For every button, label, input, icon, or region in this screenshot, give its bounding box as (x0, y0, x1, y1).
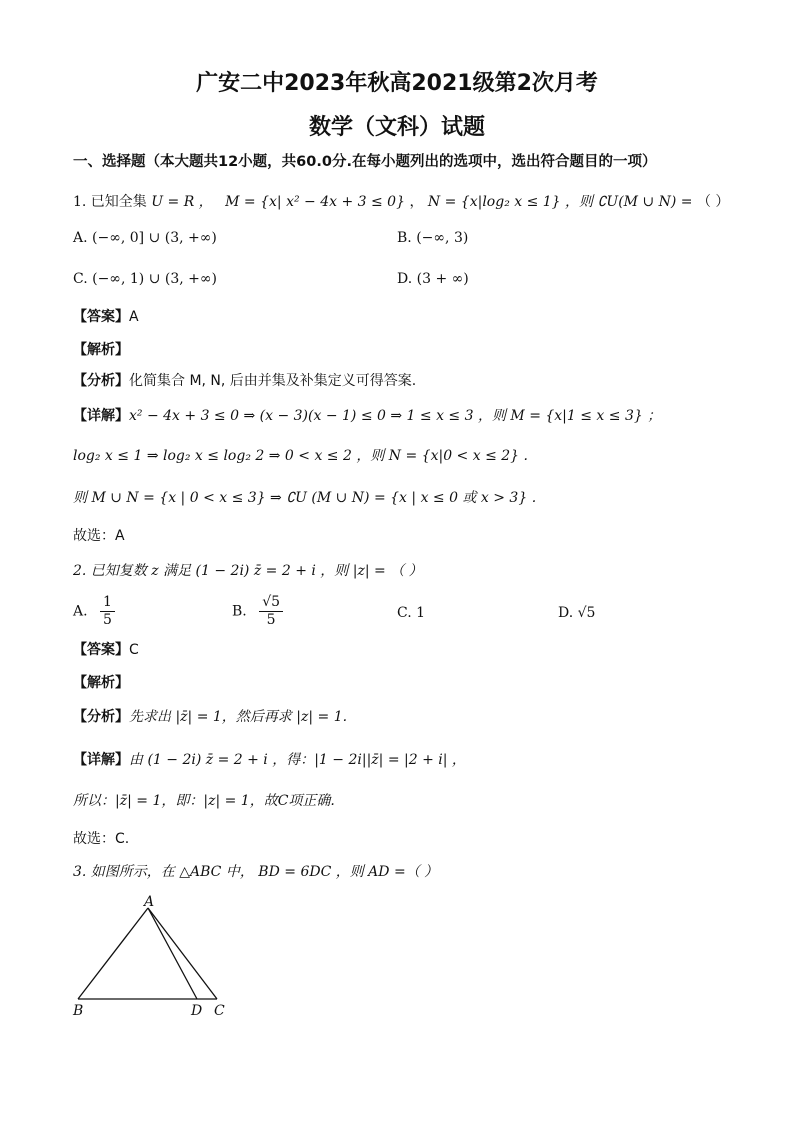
q1-stem (73, 192, 729, 212)
q1-xiangjie-line (73, 405, 661, 425)
triangle-figure (60, 890, 260, 1025)
q2-answer: C (129, 642, 139, 658)
q2-xiangjie: 由 (1 − 2i) z̄ = 2 + i ，得：|1 − 2i||z̄| = |2 + i| ， (129, 752, 466, 768)
q1-prefix: 1. 已知全集 (73, 194, 147, 210)
q2-fenxi-tag: 【分析】 (73, 709, 129, 725)
q1-set-m: M = {x| x² − 4x + 3 ≤ 0} (225, 194, 406, 210)
q1-xiangjie-1: x² − 4x + 3 ≤ 0 ⇒ (x − 3)(x − 1) ≤ 0 ⇒ 1 ≤ x ≤ 3 ，则 M = {x|1 ≤ x ≤ 3} ； (129, 408, 662, 424)
q1-option-c: C. (−∞, 1) ∪ (3, +∞) (73, 271, 217, 287)
side-ab (78, 908, 148, 999)
q2-option-b (232, 594, 283, 629)
q2-option-d: D. √5 (558, 605, 596, 621)
q2-answer-tag: 【答案】 (73, 642, 129, 658)
q2-stem: 2. 已知复数 z 满足 (1 − 2i) z̄ = 2 + i ，则 |z| = （ ） (73, 563, 423, 579)
q1-set-n: N = {x|log₂ x ≤ 1} (427, 194, 561, 210)
q2-guxuan: 故选：C. (73, 831, 130, 847)
q1-option-b: B. (−∞, 3) (397, 230, 469, 246)
q1-answer-line (73, 306, 139, 326)
point-label-d: D (191, 1003, 203, 1019)
q2-option-c: C. 1 (397, 605, 426, 621)
side-ac (148, 908, 217, 999)
q3-stem: 3. 如图所示，在 △ABC 中， BD = 6DC ，则 AD =（ ） (73, 864, 439, 880)
q2-analysis-tag: 【解析】 (73, 675, 129, 691)
q1-fenxi-tag: 【分析】 (73, 373, 129, 389)
q2-xiangjie-line (73, 749, 466, 769)
q2-answer-line (73, 639, 139, 659)
q2-option-a (73, 594, 115, 629)
segment-ad (148, 908, 197, 999)
q1-xiangjie-tag: 【详解】 (73, 408, 129, 424)
vertex-label-a: A (144, 894, 155, 910)
q1-fenxi: 化简集合 M, N, 后由并集及补集定义可得答案. (129, 373, 417, 389)
section-heading: 一、选择题（本大题共12小题，共60.0分.在每小题列出的选项中，选出符合题目的一项） (73, 154, 657, 170)
q1-answer: A (129, 309, 139, 325)
q2-option-a-frac: $\frac{1}{5}$ (100, 594, 115, 629)
exam-subtitle: 数学（文科）试题 (308, 115, 485, 140)
q1-paren: （ ） (696, 194, 730, 210)
q2-option-a-label: A. (73, 603, 88, 620)
q2-suoyi: 所以：|z̄| = 1，即：|z| = 1，故C项正确. (73, 793, 335, 809)
q1-option-a: A. (−∞, 0] ∪ (3, +∞) (73, 230, 217, 246)
q2-fenxi: 先求出 |z̄| = 1，然后再求 |z| = 1. (129, 709, 348, 725)
q1-answer-tag: 【答案】 (73, 309, 129, 325)
q1-analysis-tag: 【解析】 (73, 342, 129, 358)
q1-guxuan: 故选：A (73, 528, 125, 544)
q1-comma: ， (409, 194, 424, 210)
vertex-label-c: C (214, 1003, 225, 1019)
q2-xiangjie-tag: 【详解】 (73, 752, 129, 768)
q2-option-b-label: B. (232, 603, 247, 620)
q1-ask: ，则 ∁U(M ∪ N) = (565, 194, 693, 210)
q2-option-b-frac: $\frac{√5}{5}$ (259, 594, 283, 629)
q1-option-d: D. (3 + ∞) (397, 271, 469, 287)
q2-fenxi-line (73, 706, 347, 726)
q1-xiangjie-3: 则 M ∪ N = {x | 0 < x ≤ 3} ⇒ ∁U (M ∪ N) = {x | x ≤ 0 或 x > 3} . (73, 490, 537, 506)
q1-fenxi-line (73, 370, 416, 390)
q1-set-u: U = R ， (151, 194, 213, 210)
vertex-label-b: B (73, 1003, 84, 1019)
exam-title: 广安二中2023年秋高2021级第2次月考 (196, 71, 598, 96)
q1-xiangjie-2: log₂ x ≤ 1 ⇒ log₂ x ≤ log₂ 2 ⇒ 0 < x ≤ 2 ，则 N = {x|0 < x ≤ 2} . (73, 448, 528, 464)
